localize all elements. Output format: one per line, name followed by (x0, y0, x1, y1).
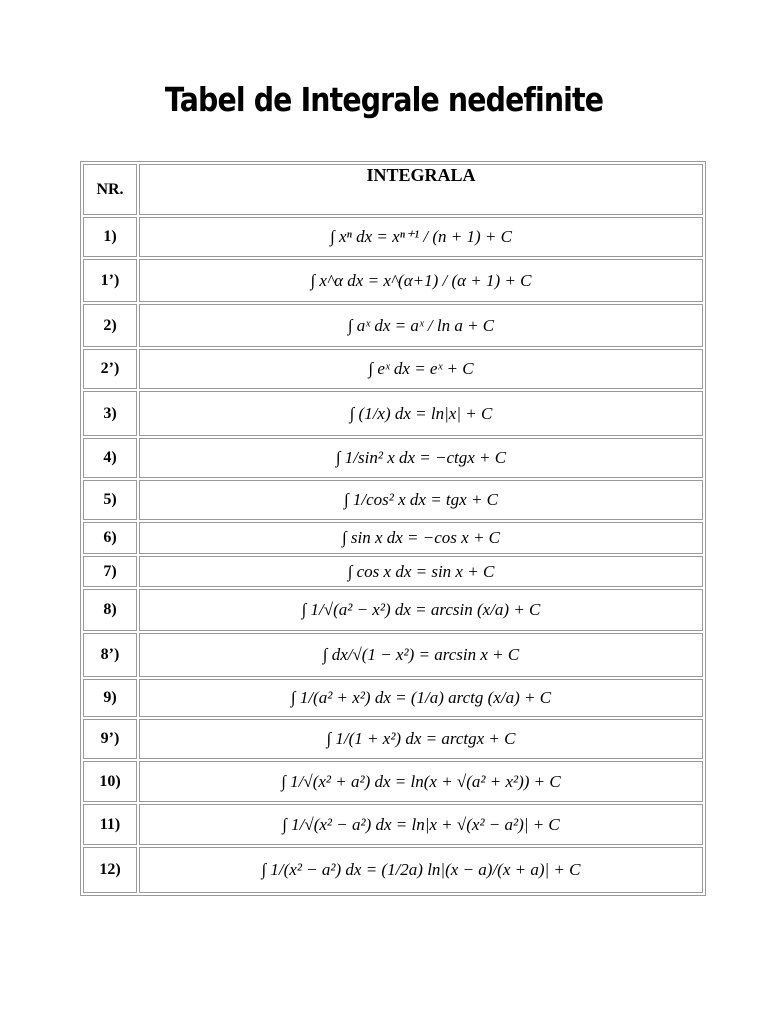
row-number: 8’) (83, 633, 137, 677)
table-row (83, 391, 703, 436)
integral-formula: ∫ 1/(x² − a²) dx = (1/2a) ln|(x − a)/(x + a)| + C (139, 847, 703, 893)
integral-formula: ∫ cos x dx = sin x + C (139, 556, 703, 587)
page-title: Tabel de Integrale nedefinite (164, 80, 604, 119)
row-number: 12) (83, 847, 137, 893)
integral-formula: ∫ x^α dx = x^(α+1) / (α + 1) + C (139, 259, 703, 302)
row-number: 8) (83, 589, 137, 631)
table-row (83, 633, 703, 677)
integral-formula: ∫ 1/(1 + x²) dx = arctgx + C (139, 719, 703, 759)
integral-formula: ∫ xⁿ dx = xⁿ⁺¹ / (n + 1) + C (139, 217, 703, 257)
row-number: 11) (83, 804, 137, 845)
row-number: 3) (83, 391, 137, 436)
row-number: 4) (83, 438, 137, 478)
column-header-nr: NR. (83, 164, 137, 215)
integral-formula: ∫ 1/cos² x dx = tgx + C (139, 480, 703, 520)
row-number: 5) (83, 480, 137, 520)
table-row (83, 556, 703, 587)
table-header-row (83, 164, 703, 215)
table-row (83, 522, 703, 554)
row-number: 9’) (83, 719, 137, 759)
table-row (83, 589, 703, 631)
row-number: 2’) (83, 349, 137, 389)
row-number: 1’) (83, 259, 137, 302)
table-row (83, 259, 703, 302)
integral-formula: ∫ 1/(a² + x²) dx = (1/a) arctg (x/a) + C (139, 679, 703, 717)
row-number: 9) (83, 679, 137, 717)
integrals-table (80, 161, 706, 896)
integral-formula: ∫ 1/√(a² − x²) dx = arcsin (x/a) + C (139, 589, 703, 631)
column-header-integrala: INTEGRALA (139, 164, 703, 215)
row-number: 6) (83, 522, 137, 554)
table-row (83, 438, 703, 478)
row-number: 7) (83, 556, 137, 587)
table-row (83, 847, 703, 893)
table-row (83, 217, 703, 257)
integral-formula: ∫ eˣ dx = eˣ + C (139, 349, 703, 389)
integral-formula: ∫ aˣ dx = aˣ / ln a + C (139, 304, 703, 347)
integral-formula: ∫ dx/√(1 − x²) = arcsin x + C (139, 633, 703, 677)
table-row (83, 719, 703, 759)
table-row (83, 304, 703, 347)
integral-formula: ∫ (1/x) dx = ln|x| + C (139, 391, 703, 436)
table-row (83, 804, 703, 845)
integral-formula: ∫ sin x dx = −cos x + C (139, 522, 703, 554)
table-row (83, 761, 703, 802)
integral-formula: ∫ 1/sin² x dx = −ctgx + C (139, 438, 703, 478)
integral-formula: ∫ 1/√(x² + a²) dx = ln(x + √(a² + x²)) + C (139, 761, 703, 802)
table-row (83, 349, 703, 389)
integral-formula: ∫ 1/√(x² − a²) dx = ln|x + √(x² − a²)| + C (139, 804, 703, 845)
table-row (83, 679, 703, 717)
row-number: 2) (83, 304, 137, 347)
row-number: 1) (83, 217, 137, 257)
table-row (83, 480, 703, 520)
row-number: 10) (83, 761, 137, 802)
